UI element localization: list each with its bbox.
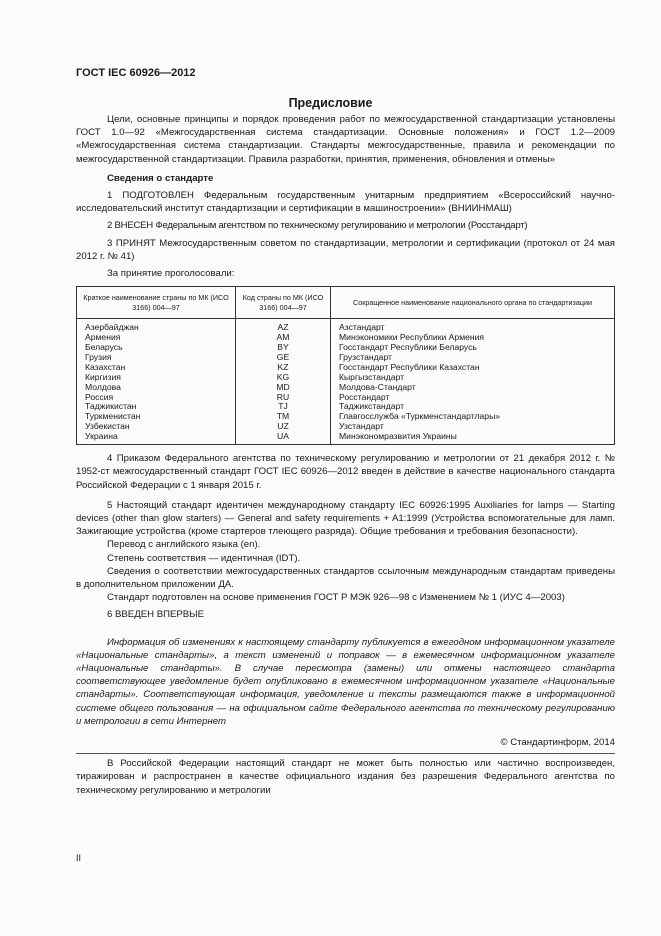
conformity-degree: Степень соответствия — идентичная (IDT). xyxy=(107,552,301,564)
item-4: 4 Приказом Федерального агентства по техническому регулированию и метрологии от 21 декабря 2012 г. № 1952-ст межгосударственный стандарт ГОСТ IEC 60926—2012 введен в действие в качестве национального стандарта Российской Федерации с 1 января 2015 г. xyxy=(76,453,615,491)
cell-code: KG xyxy=(236,373,331,383)
cell-country: Молдова xyxy=(77,383,236,393)
cell-country: Киргизия xyxy=(77,373,236,383)
cell-organ: Минэкономразвития Украины xyxy=(331,432,615,444)
countries-table xyxy=(76,286,615,445)
cell-organ: Росстандарт xyxy=(331,393,615,403)
cell-organ: Таджикстандарт xyxy=(331,402,615,412)
cell-code: UA xyxy=(236,432,331,444)
cell-organ: Кыргызстандарт xyxy=(331,373,615,383)
cell-code: UZ xyxy=(236,422,331,432)
cell-organ: Минэкономики Республики Армения xyxy=(331,333,615,343)
translation-note: Перевод с английского языка (en). xyxy=(107,539,261,551)
item-2: 2 ВНЕСЕН Федеральным агентством по техническому регулированию и метрологии (Росстандарт) xyxy=(107,220,528,232)
da-annex-note: Сведения о соответствии межгосударственных стандартов ссылочным международным стандартам приведены в дополнительном приложении ДА. xyxy=(76,565,615,590)
copyright: © Стандартинформ, 2014 xyxy=(500,736,615,748)
cell-code: TJ xyxy=(236,402,331,412)
column-header-code: Код страны по МК (ИСО 3166) 004—97 xyxy=(236,287,331,319)
cell-code: KZ xyxy=(236,363,331,373)
mek-note: Стандарт подготовлен на основе применения ГОСТ Р МЭК 926—98 с Изменением № 1 (ИУС 4—2003) xyxy=(107,592,565,604)
cell-country: Россия xyxy=(77,393,236,403)
cell-country: Украина xyxy=(77,432,236,444)
cell-organ: Госстандарт Республики Беларусь xyxy=(331,343,615,353)
section-heading: Сведения о стандарте xyxy=(107,172,214,184)
cell-country: Таджикистан xyxy=(77,402,236,412)
reproduction-notice: В Российской Федерации настоящий стандарт не может быть полностью или частично воспроизведен, тиражирован и распространен в качестве официального издания без разрешения Федерального агентства по техническому регулированию и метрологии xyxy=(76,758,615,796)
divider xyxy=(76,753,615,754)
column-header-country: Краткое наименование страны по МК (ИСО 3166) 004—97 xyxy=(77,287,236,319)
standard-header: ГОСТ IEC 60926—2012 xyxy=(76,67,196,79)
cell-country: Казахстан xyxy=(77,363,236,373)
cell-country: Азербайджан xyxy=(77,319,236,333)
cell-country: Армения xyxy=(77,333,236,343)
column-header-organ: Сокращенное наименование национального органа по стандартизации xyxy=(331,287,615,319)
voted-label: За принятие проголосовали: xyxy=(107,268,235,280)
intro-paragraph: Цели, основные принципы и порядок проведения работ по межгосударственной стандартизации установлены ГОСТ 1.0—92 «Межгосударственная система стандартизации. Основные положения» и ГОСТ 1.2—2009 «Межгосударственная система стандартизации. Стандарты межгосударственные, правила и рекомендации по межгосударственной стандартизации. Правила разработки, принятия, применения, обновления и отмены» xyxy=(76,114,615,165)
table-row xyxy=(77,432,615,444)
item-5: 5 Настоящий стандарт идентичен международному стандарту IEC 60926:1995 Auxiliaries for lamps — Starting devices (other than glow starters) — General and safety requirements + A1:1999 (Устройства вспомогательные для ламп. Зажигающие устройства (кроме стартеров тлеющего разряда). Общие требования и требования безопасности). xyxy=(76,499,615,538)
cell-country: Грузия xyxy=(77,353,236,363)
cell-code: MD xyxy=(236,383,331,393)
page-title: Предисловие xyxy=(288,96,373,110)
cell-code: GE xyxy=(236,353,331,363)
cell-code: BY xyxy=(236,343,331,353)
table-row xyxy=(77,319,615,333)
cell-country: Туркменистан xyxy=(77,412,236,422)
table-body xyxy=(77,319,615,445)
item-1: 1 ПОДГОТОВЛЕН Федеральным государственным унитарным предприятием «Всероссийский научно-исследовательский институт стандартизации и сертификации в машиностроении» (ВНИИНМАШ) xyxy=(76,190,615,215)
cell-code: AM xyxy=(236,333,331,343)
cell-code: RU xyxy=(236,393,331,403)
info-notice: Информация об изменениях к настоящему стандарту публикуется в ежегодном информационном указателе «Национальные стандарты», а текст изменений и поправок — в ежемесячном информационном указателе «Национальные стандарты». В случае пересмотра (замены) или отмены настоящего стандарта соответствующее уведомление будет опубликовано в ежемесячном информационном указателе «Национальные стандарты». Соответствующая информация, уведомление и тексты размещаются также в информационной системе общего пользования — на официальном сайте Федерального агентства по техническому регулированию и метрологии в сети Интернет xyxy=(76,636,615,727)
cell-code: TM xyxy=(236,412,331,422)
cell-organ: Главгосслужба «Туркменстандартлары» xyxy=(331,412,615,422)
cell-country: Беларусь xyxy=(77,343,236,353)
item-3: 3 ПРИНЯТ Межгосударственным советом по стандартизации, метрологии и сертификации (протокол от 24 мая 2012 г. № 41) xyxy=(76,237,615,262)
item-6: 6 ВВЕДЕН ВПЕРВЫЕ xyxy=(107,609,205,621)
cell-code: AZ xyxy=(236,319,331,333)
cell-organ: Азстандарт xyxy=(331,319,615,333)
page-number: II xyxy=(76,853,82,863)
cell-country: Узбекистан xyxy=(77,422,236,432)
cell-organ: Госстандарт Республики Казахстан xyxy=(331,363,615,373)
cell-organ: Молдова-Стандарт xyxy=(331,383,615,393)
document-body xyxy=(76,113,615,801)
table-header-row xyxy=(77,287,615,319)
cell-organ: Узстандарт xyxy=(331,422,615,432)
cell-organ: Грузстандарт xyxy=(331,353,615,363)
